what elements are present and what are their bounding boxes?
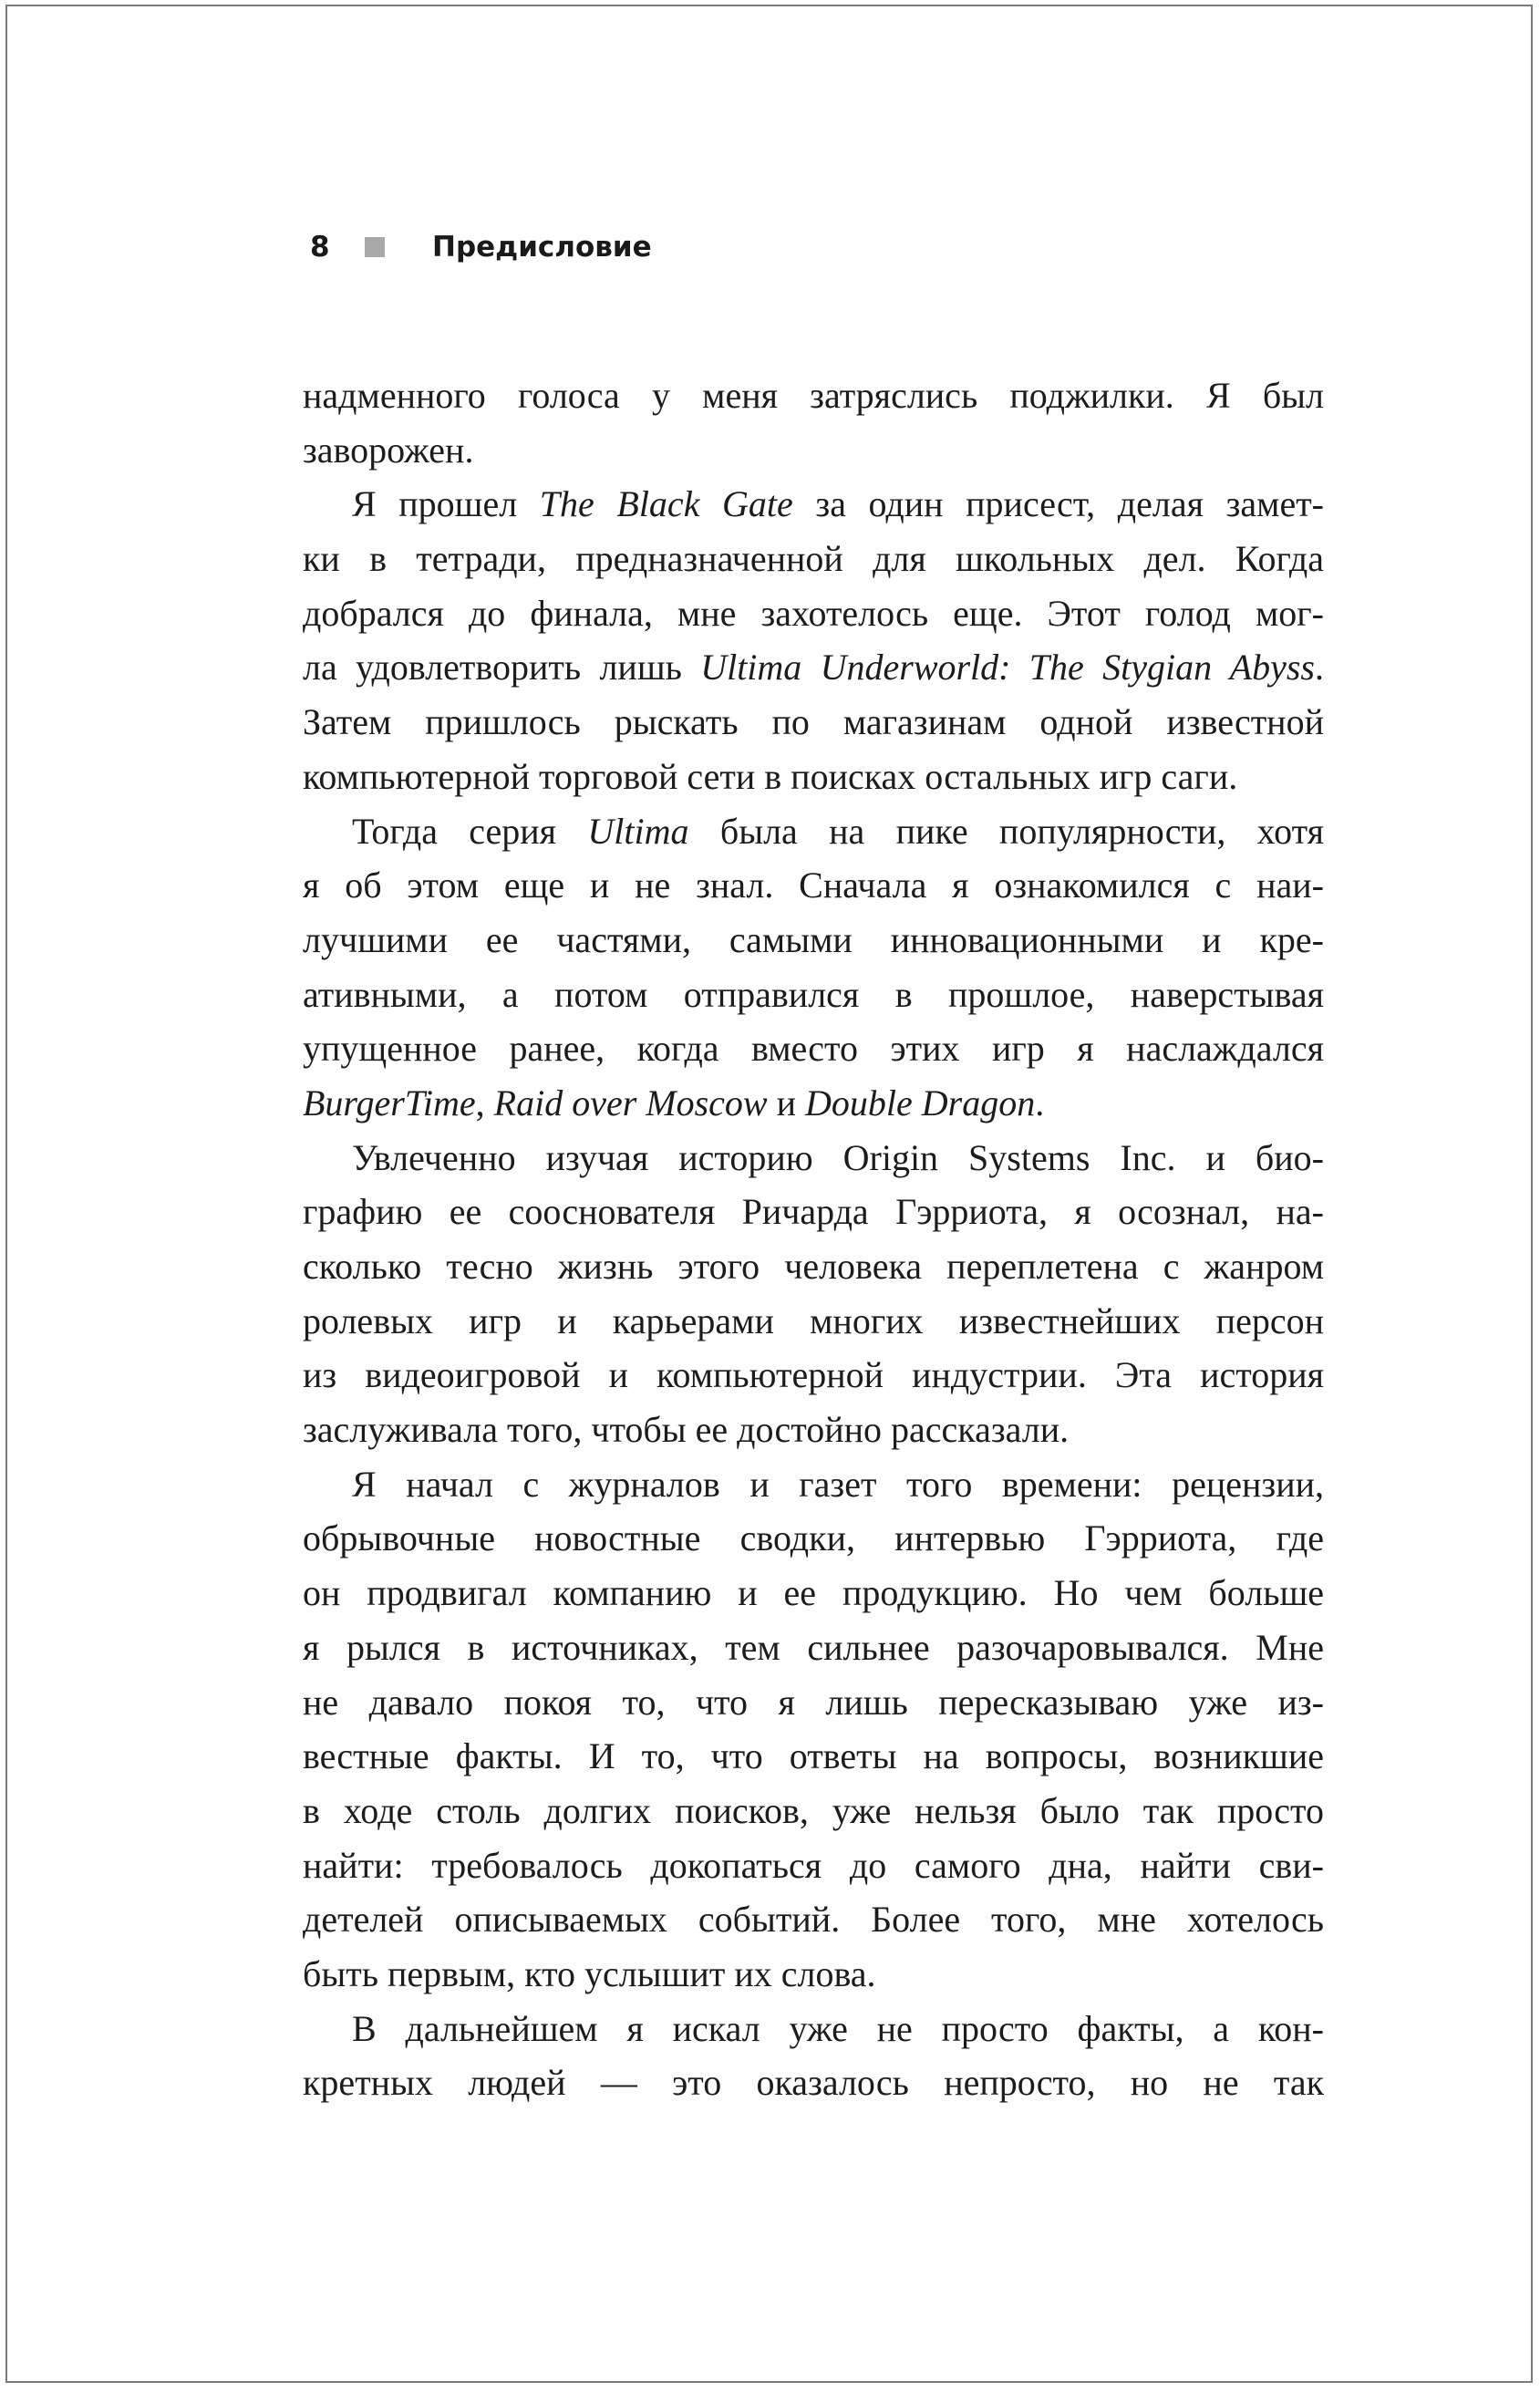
text-line xyxy=(303,1947,1324,2002)
text-run: не давало покоя то, что я лишь пересказываю уже из- xyxy=(303,1681,1324,1723)
text-run: и xyxy=(767,1082,805,1124)
text-run: кретных людей — это оказалось непросто, но не так xyxy=(303,2062,1324,2104)
text-run: за один присест, делая замет- xyxy=(792,483,1324,525)
text-run: найти: требовалось докопаться до самого дна, найти сви- xyxy=(303,1844,1324,1886)
text-line xyxy=(303,1784,1324,1838)
text-line xyxy=(303,1131,1324,1186)
text-run: заворожен. xyxy=(303,429,474,471)
text-run: заслуживала того, чтобы ее достойно рассказали. xyxy=(303,1409,1070,1451)
text-line xyxy=(303,804,1324,859)
text-run: добрался до финала, мне захотелось еще. Этот голод мог- xyxy=(303,592,1324,634)
text-line xyxy=(303,532,1324,586)
text-line xyxy=(303,1892,1324,1947)
text-run: обрывочные новостные сводки, интервью Гэрриота, где xyxy=(303,1517,1324,1559)
text-line xyxy=(303,1457,1324,1512)
text-line xyxy=(303,1511,1324,1566)
text-run: ки в тетради, предназначенной для школьных дел. Когда xyxy=(303,538,1324,580)
text-line xyxy=(303,423,1324,478)
italic-title: Raid over Moscow xyxy=(493,1082,768,1124)
body-text xyxy=(303,368,1324,2110)
text-run: упущенное ранее, когда вместо этих игр я наслаждался xyxy=(303,1028,1324,1070)
text-line xyxy=(303,1621,1324,1675)
text-run: детелей описываемых событий. Более того, мне хотелось xyxy=(303,1899,1324,1941)
text-line xyxy=(303,913,1324,968)
text-run: , xyxy=(475,1082,494,1124)
text-line xyxy=(303,477,1324,532)
italic-title: Ultima xyxy=(587,810,689,852)
text-line xyxy=(303,1185,1324,1239)
text-line xyxy=(303,1729,1324,1784)
text-line xyxy=(303,1076,1324,1131)
text-line xyxy=(303,750,1324,804)
text-run: ролевых игр и карьерами многих известнейших персон xyxy=(303,1300,1324,1341)
text-run: . xyxy=(1035,1082,1045,1124)
square-bullet-icon xyxy=(365,237,385,257)
text-line xyxy=(303,2002,1324,2056)
text-run: сколько тесно жизнь этого человека переплетена с жанром xyxy=(303,1246,1324,1287)
text-run: Я прошел xyxy=(352,483,540,525)
text-line xyxy=(303,1403,1324,1457)
text-run: компьютерной торговой сети в поисках остальных игр саги. xyxy=(303,755,1238,797)
text-run: из видеоигровой и компьютерной индустрии. Эта история xyxy=(303,1354,1324,1396)
text-run: надменного голоса у меня затряслись поджилки. Я был xyxy=(303,375,1324,416)
text-run: я об этом еще и не знал. Сначала я ознакомился с наи- xyxy=(303,865,1324,906)
italic-title: The Black Gate xyxy=(539,483,793,525)
text-line xyxy=(303,640,1324,695)
text-line xyxy=(303,586,1324,641)
text-line xyxy=(303,1239,1324,1294)
text-run: ла удовлетворить лишь xyxy=(303,647,701,689)
text-run: лучшими ее частями, самыми инновационными и кре- xyxy=(303,918,1324,960)
page-number: 8 xyxy=(310,231,330,264)
text-run: графию ее сооснователя Ричарда Гэрриота, я осознал, на- xyxy=(303,1191,1324,1233)
text-line xyxy=(303,1566,1324,1621)
text-line xyxy=(303,1294,1324,1349)
text-run: Я начал с журналов и газет того времени: рецензии, xyxy=(352,1463,1324,1505)
text-run: В дальнейшем я искал уже не просто факты, а кон- xyxy=(352,2007,1324,2049)
italic-title: BurgerTime xyxy=(303,1082,476,1124)
text-line xyxy=(303,1675,1324,1730)
italic-title: Ultima Underworld: The Stygian Abyss xyxy=(700,647,1315,689)
text-run: он продвигал компанию и ее продукцию. Но чем больше xyxy=(303,1572,1324,1614)
text-line xyxy=(303,368,1324,423)
text-run: . xyxy=(1315,647,1324,689)
text-run: Затем пришлось рыскать по магазинам одной известной xyxy=(303,701,1324,743)
text-run: Тогда серия xyxy=(352,810,588,852)
text-run: ативными, а потом отправился в прошлое, наверстывая xyxy=(303,973,1324,1015)
section-title: Предисловие xyxy=(432,231,652,264)
text-line xyxy=(303,1348,1324,1403)
text-run: была на пике популярности, хотя xyxy=(688,810,1324,852)
text-run: вестные факты. И то, что ответы на вопросы, возникшие xyxy=(303,1735,1324,1777)
text-line xyxy=(303,968,1324,1022)
text-run: в ходе столь долгих поисков, уже нельзя было так просто xyxy=(303,1789,1324,1831)
text-run: Увлеченно изучая историю Origin Systems Inc. и био- xyxy=(352,1136,1324,1178)
text-run: быть первым, кто услышит их слова. xyxy=(303,1952,876,1994)
text-line xyxy=(303,2055,1324,2110)
text-line xyxy=(303,858,1324,913)
text-line xyxy=(303,1838,1324,1893)
italic-title: Double Dragon xyxy=(805,1082,1036,1124)
text-line xyxy=(303,695,1324,750)
text-run: я рылся в источниках, тем сильнее разочаровывался. Мне xyxy=(303,1626,1324,1668)
text-line xyxy=(303,1021,1324,1076)
